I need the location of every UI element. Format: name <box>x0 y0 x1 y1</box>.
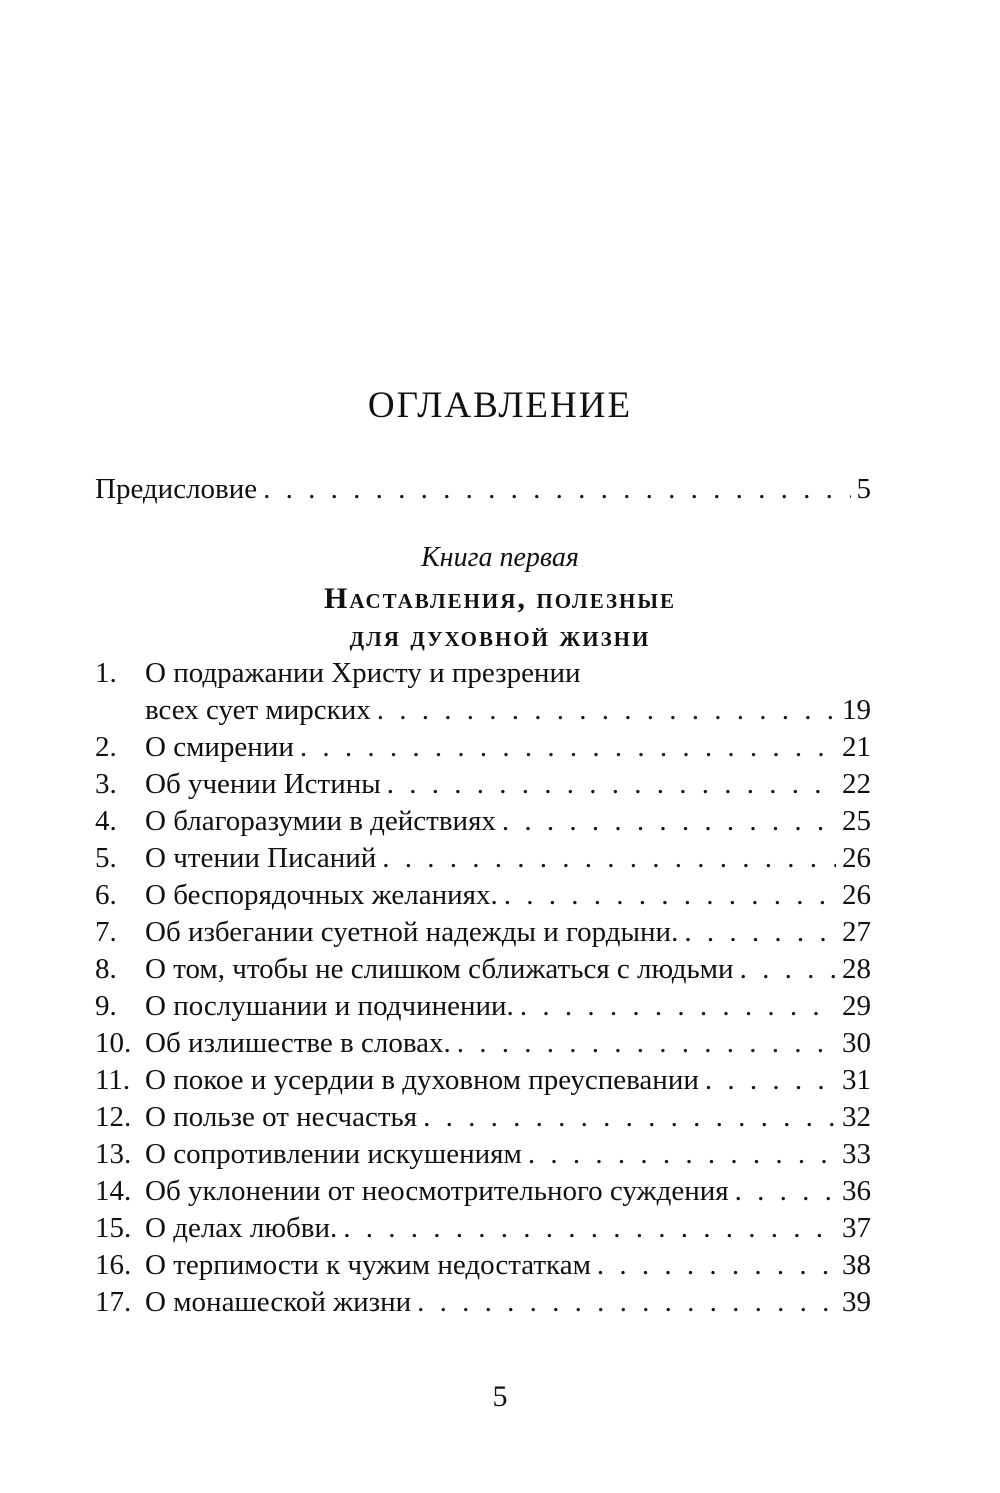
entry-text: О чтении Писаний <box>145 842 377 874</box>
entry-page-number: 26 <box>842 879 871 911</box>
entry-page-number: 30 <box>842 1027 871 1059</box>
entry-page-number: 33 <box>842 1138 871 1170</box>
book-heading-line-1: Наставления, полезные <box>323 582 677 615</box>
entry-page-number: 25 <box>842 805 871 837</box>
dot-leader <box>597 1247 836 1284</box>
dot-leader <box>423 1099 836 1136</box>
toc-entry[interactable] <box>95 840 871 877</box>
dot-leader <box>502 803 836 840</box>
entry-text: Об учении Истины <box>145 768 381 800</box>
dot-leader <box>417 1284 836 1321</box>
entry-page-number: 22 <box>842 768 871 800</box>
toc-entry[interactable] <box>95 655 871 729</box>
toc-entry[interactable] <box>95 877 871 914</box>
toc-entry[interactable] <box>95 914 871 951</box>
entry-page-number: 27 <box>842 916 871 948</box>
toc-entry-preface[interactable] <box>95 471 871 508</box>
entry-number: 15. <box>95 1212 132 1244</box>
entry-page-number: 26 <box>842 842 871 874</box>
entry-number: 12. <box>95 1101 132 1133</box>
entry-number: 5. <box>95 842 117 874</box>
dot-leader <box>300 729 836 766</box>
entry-text: О покое и усердии в духовном преуспевании <box>145 1064 699 1096</box>
entry-page-number: 37 <box>842 1212 871 1244</box>
dot-leader <box>705 1062 836 1099</box>
page-number-footer: 5 <box>492 1380 508 1413</box>
entry-number: 3. <box>95 768 117 800</box>
entry-page-number: 31 <box>842 1064 871 1096</box>
dot-leader <box>343 1210 836 1247</box>
entry-number: 8. <box>95 953 117 985</box>
entry-text: О том, чтобы не слишком сближаться с людьми <box>145 953 734 985</box>
toc-entry[interactable] <box>95 1099 871 1136</box>
book-label: Книга первая <box>421 542 579 573</box>
toc-entry[interactable] <box>95 803 871 840</box>
entry-text-continued: всех сует мирских <box>145 694 371 726</box>
entry-page-number: 28 <box>842 953 871 985</box>
toc-entry[interactable] <box>95 1210 871 1247</box>
page-title: ОГЛАВЛЕНИЕ <box>367 385 633 426</box>
toc-entry[interactable] <box>95 1284 871 1321</box>
dot-leader <box>735 1173 836 1210</box>
entry-text: О послушании и подчинении. <box>145 990 514 1022</box>
dot-leader <box>457 1025 836 1062</box>
entry-text: О делах любви. <box>145 1212 338 1244</box>
toc-entry[interactable] <box>95 729 871 766</box>
entry-text: О терпимости к чужим недостаткам <box>145 1249 591 1281</box>
toc-entry[interactable] <box>95 988 871 1025</box>
entry-page-number: 39 <box>842 1286 871 1318</box>
entry-number: 7. <box>95 916 117 948</box>
entry-number: 16. <box>95 1249 132 1281</box>
entry-page-number: 36 <box>842 1175 871 1207</box>
dot-leader <box>740 951 836 988</box>
dot-leader <box>504 877 836 914</box>
toc-entry[interactable] <box>95 1136 871 1173</box>
entry-page-number: 38 <box>842 1249 871 1281</box>
entry-page-number: 5 <box>856 473 871 505</box>
entry-text: О беспорядочных желаниях. <box>145 879 498 911</box>
entry-page-number: 21 <box>842 731 871 763</box>
entry-number: 6. <box>95 879 117 911</box>
toc-entry[interactable] <box>95 951 871 988</box>
entry-number: 11. <box>95 1064 131 1096</box>
entry-number: 13. <box>95 1138 132 1170</box>
toc-entry[interactable] <box>95 1247 871 1284</box>
book-heading-line-2: для духовной жизни <box>349 620 651 653</box>
entry-text: Об избегании суетной надежды и гордыни. <box>145 916 679 948</box>
dot-leader <box>684 914 836 951</box>
entry-page-number: 19 <box>842 694 871 726</box>
dot-leader <box>520 988 836 1025</box>
dot-leader <box>528 1136 836 1173</box>
entry-text: О пользе от несчастья <box>145 1101 418 1133</box>
toc-entry[interactable] <box>95 1025 871 1062</box>
toc-entry[interactable] <box>95 1173 871 1210</box>
entry-number: 9. <box>95 990 117 1022</box>
entry-number: 4. <box>95 805 117 837</box>
toc-entry[interactable] <box>95 766 871 803</box>
entry-text: О подражании Христу и презрении <box>145 657 581 689</box>
entry-text: О монашеской жизни <box>145 1286 412 1318</box>
toc-entry[interactable] <box>95 1062 871 1099</box>
entry-number: 17. <box>95 1286 132 1318</box>
entry-text: О сопротивлении искушениям <box>145 1138 522 1170</box>
entry-text: О смирении <box>145 731 294 763</box>
entry-page-number: 29 <box>842 990 871 1022</box>
dot-leader <box>263 471 850 508</box>
entry-text: Предисловие <box>95 473 258 505</box>
entry-page-number: 32 <box>842 1101 871 1133</box>
dot-leader <box>377 692 836 729</box>
toc-entries <box>95 655 871 1321</box>
entry-text: Об излишестве в словах. <box>145 1027 451 1059</box>
dot-leader <box>387 766 836 803</box>
entry-number: 1. <box>95 657 117 689</box>
entry-number: 2. <box>95 731 117 763</box>
entry-number: 10. <box>95 1027 132 1059</box>
dot-leader <box>382 840 836 877</box>
entry-text: Об уклонении от неосмотрительного суждения <box>145 1175 729 1207</box>
entry-text: О благоразумии в действиях <box>145 805 496 837</box>
entry-number: 14. <box>95 1175 132 1207</box>
